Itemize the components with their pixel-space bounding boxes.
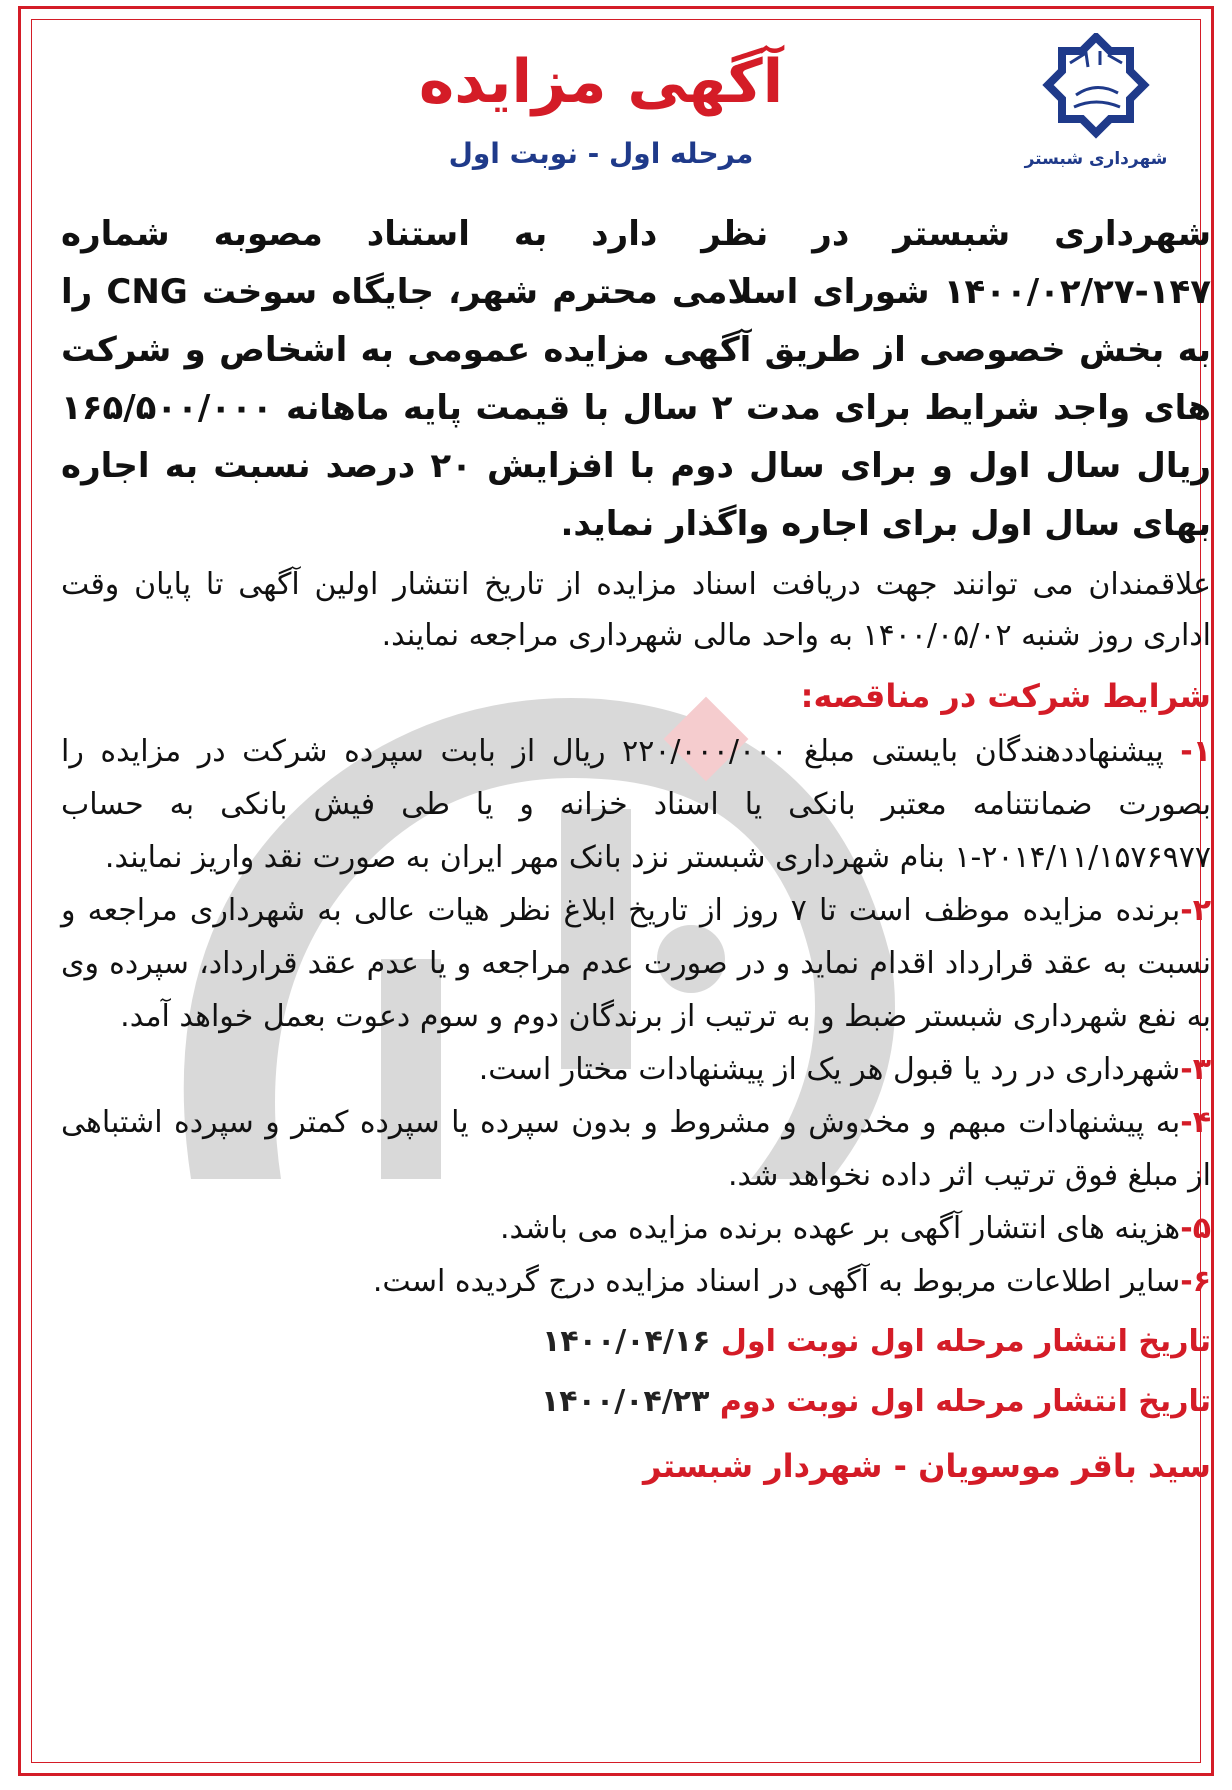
condition-number: ۳- xyxy=(1180,1052,1211,1087)
shabestar-emblem-icon xyxy=(1036,33,1156,143)
notice-subtitle: مرحله اول - نوبت اول xyxy=(448,137,754,170)
notice-frame xyxy=(18,6,1214,1776)
conditions-title: شرایط شرکت در مناقصه: xyxy=(800,677,1211,715)
condition-text: سایر اطلاعات مربوط به آگهی در اسناد مزایده درج گردیده است. xyxy=(372,1264,1181,1299)
condition-text: شهرداری در رد یا قبول هر یک از پیشنهادات مختار است. xyxy=(478,1052,1181,1087)
publication-label: تاریخ انتشار مرحله اول نوبت دوم xyxy=(719,1384,1211,1419)
condition-number: ۴- xyxy=(1180,1105,1211,1140)
notice-body xyxy=(61,205,1211,1494)
condition-number: ۱- xyxy=(1180,734,1212,769)
condition-text: برنده مزایده موظف است تا ۷ روز از تاریخ ابلاغ نظر هیات عالی به شهرداری مراجعه و نسبت به عقد قرارداد اقدام نماید و در صورت عدم مراجعه و یا عدم عقد قرارداد، سپرده وی به نفع شهرداری شبستر ضبط و به ترتیب از برندگان دوم و سوم دعوت بعمل خواهد آمد. xyxy=(61,893,1211,1034)
publication-value: ۱۴۰۰/۰۴/۱۶ xyxy=(542,1324,711,1359)
mayor-signature: سید باقر موسویان - شهردار شبستر xyxy=(642,1447,1211,1485)
condition-text: پیشنهاددهندگان بایستی مبلغ ۲۲۰/۰۰۰/۰۰۰ ریال از بابت سپرده شرکت در مزایده را بصورت ضمانتنامه معتبر بانکی یا اسناد خزانه و یا طی فیش بانکی به حساب ۲۰۱۴/۱۱/۱۵۷۶۹۷۷-۱ بنام شهرداری شبستر نزد بانک مهر ایران به صورت نقد واریز نمایند. xyxy=(61,734,1211,875)
condition-text: به پیشنهادات مبهم و مخدوش و مشروط و بدون سپرده یا سپرده کمتر و سپرده اشتباهی از مبلغ فوق ترتیب اثر داده نخواهد شد. xyxy=(61,1105,1211,1193)
publication-dates xyxy=(61,1312,1211,1432)
logo-caption: شهرداری شبستر xyxy=(1024,149,1168,169)
condition-item xyxy=(61,1096,1211,1202)
condition-item xyxy=(61,1043,1211,1096)
notice-title: آگهی مزایده xyxy=(418,47,784,117)
condition-number: ۵- xyxy=(1180,1211,1211,1246)
publication-label: تاریخ انتشار مرحله اول نوبت اول xyxy=(720,1324,1211,1359)
publication-date-second xyxy=(61,1372,1211,1432)
intro-paragraph: شهرداری شبستر در نظر دارد به استناد مصوبه شماره ۱۴۷-۱۴۰۰/۰۲/۲۷ شورای اسلامی محترم شهر، جایگاه سوخت CNG را به بخش خصوصی از طریق آگهی مزایده عمومی به اشخاص و شرکت های واجد شرایط برای مدت ۲ سال با قیمت پایه ماهانه ۱۶۵/۵۰۰/۰۰۰ ریال سال اول و برای سال دوم با افزایش ۲۰ درصد نسبت به اجاره بهای سال اول برای اجاره واگذار نماید. xyxy=(61,214,1211,544)
condition-item xyxy=(61,884,1211,1043)
publication-value: ۱۴۰۰/۰۴/۲۳ xyxy=(540,1384,710,1419)
condition-item xyxy=(61,1202,1211,1255)
municipality-logo xyxy=(1021,33,1171,175)
condition-number: ۶- xyxy=(1180,1264,1211,1299)
publication-date-first xyxy=(61,1312,1211,1372)
documents-paragraph: علاقمندان می توانند جهت دریافت اسناد مزایده از تاریخ انتشار اولین آگهی تا پایان وقت اداری روز شنبه ۱۴۰۰/۰۵/۰۲ به واحد مالی شهرداری مراجعه نمایند. xyxy=(61,567,1211,653)
condition-item xyxy=(61,725,1211,884)
condition-number: ۲- xyxy=(1180,893,1211,928)
condition-item xyxy=(61,1255,1211,1308)
condition-text: هزینه های انتشار آگهی بر عهده برنده مزایده می باشد. xyxy=(499,1211,1181,1246)
